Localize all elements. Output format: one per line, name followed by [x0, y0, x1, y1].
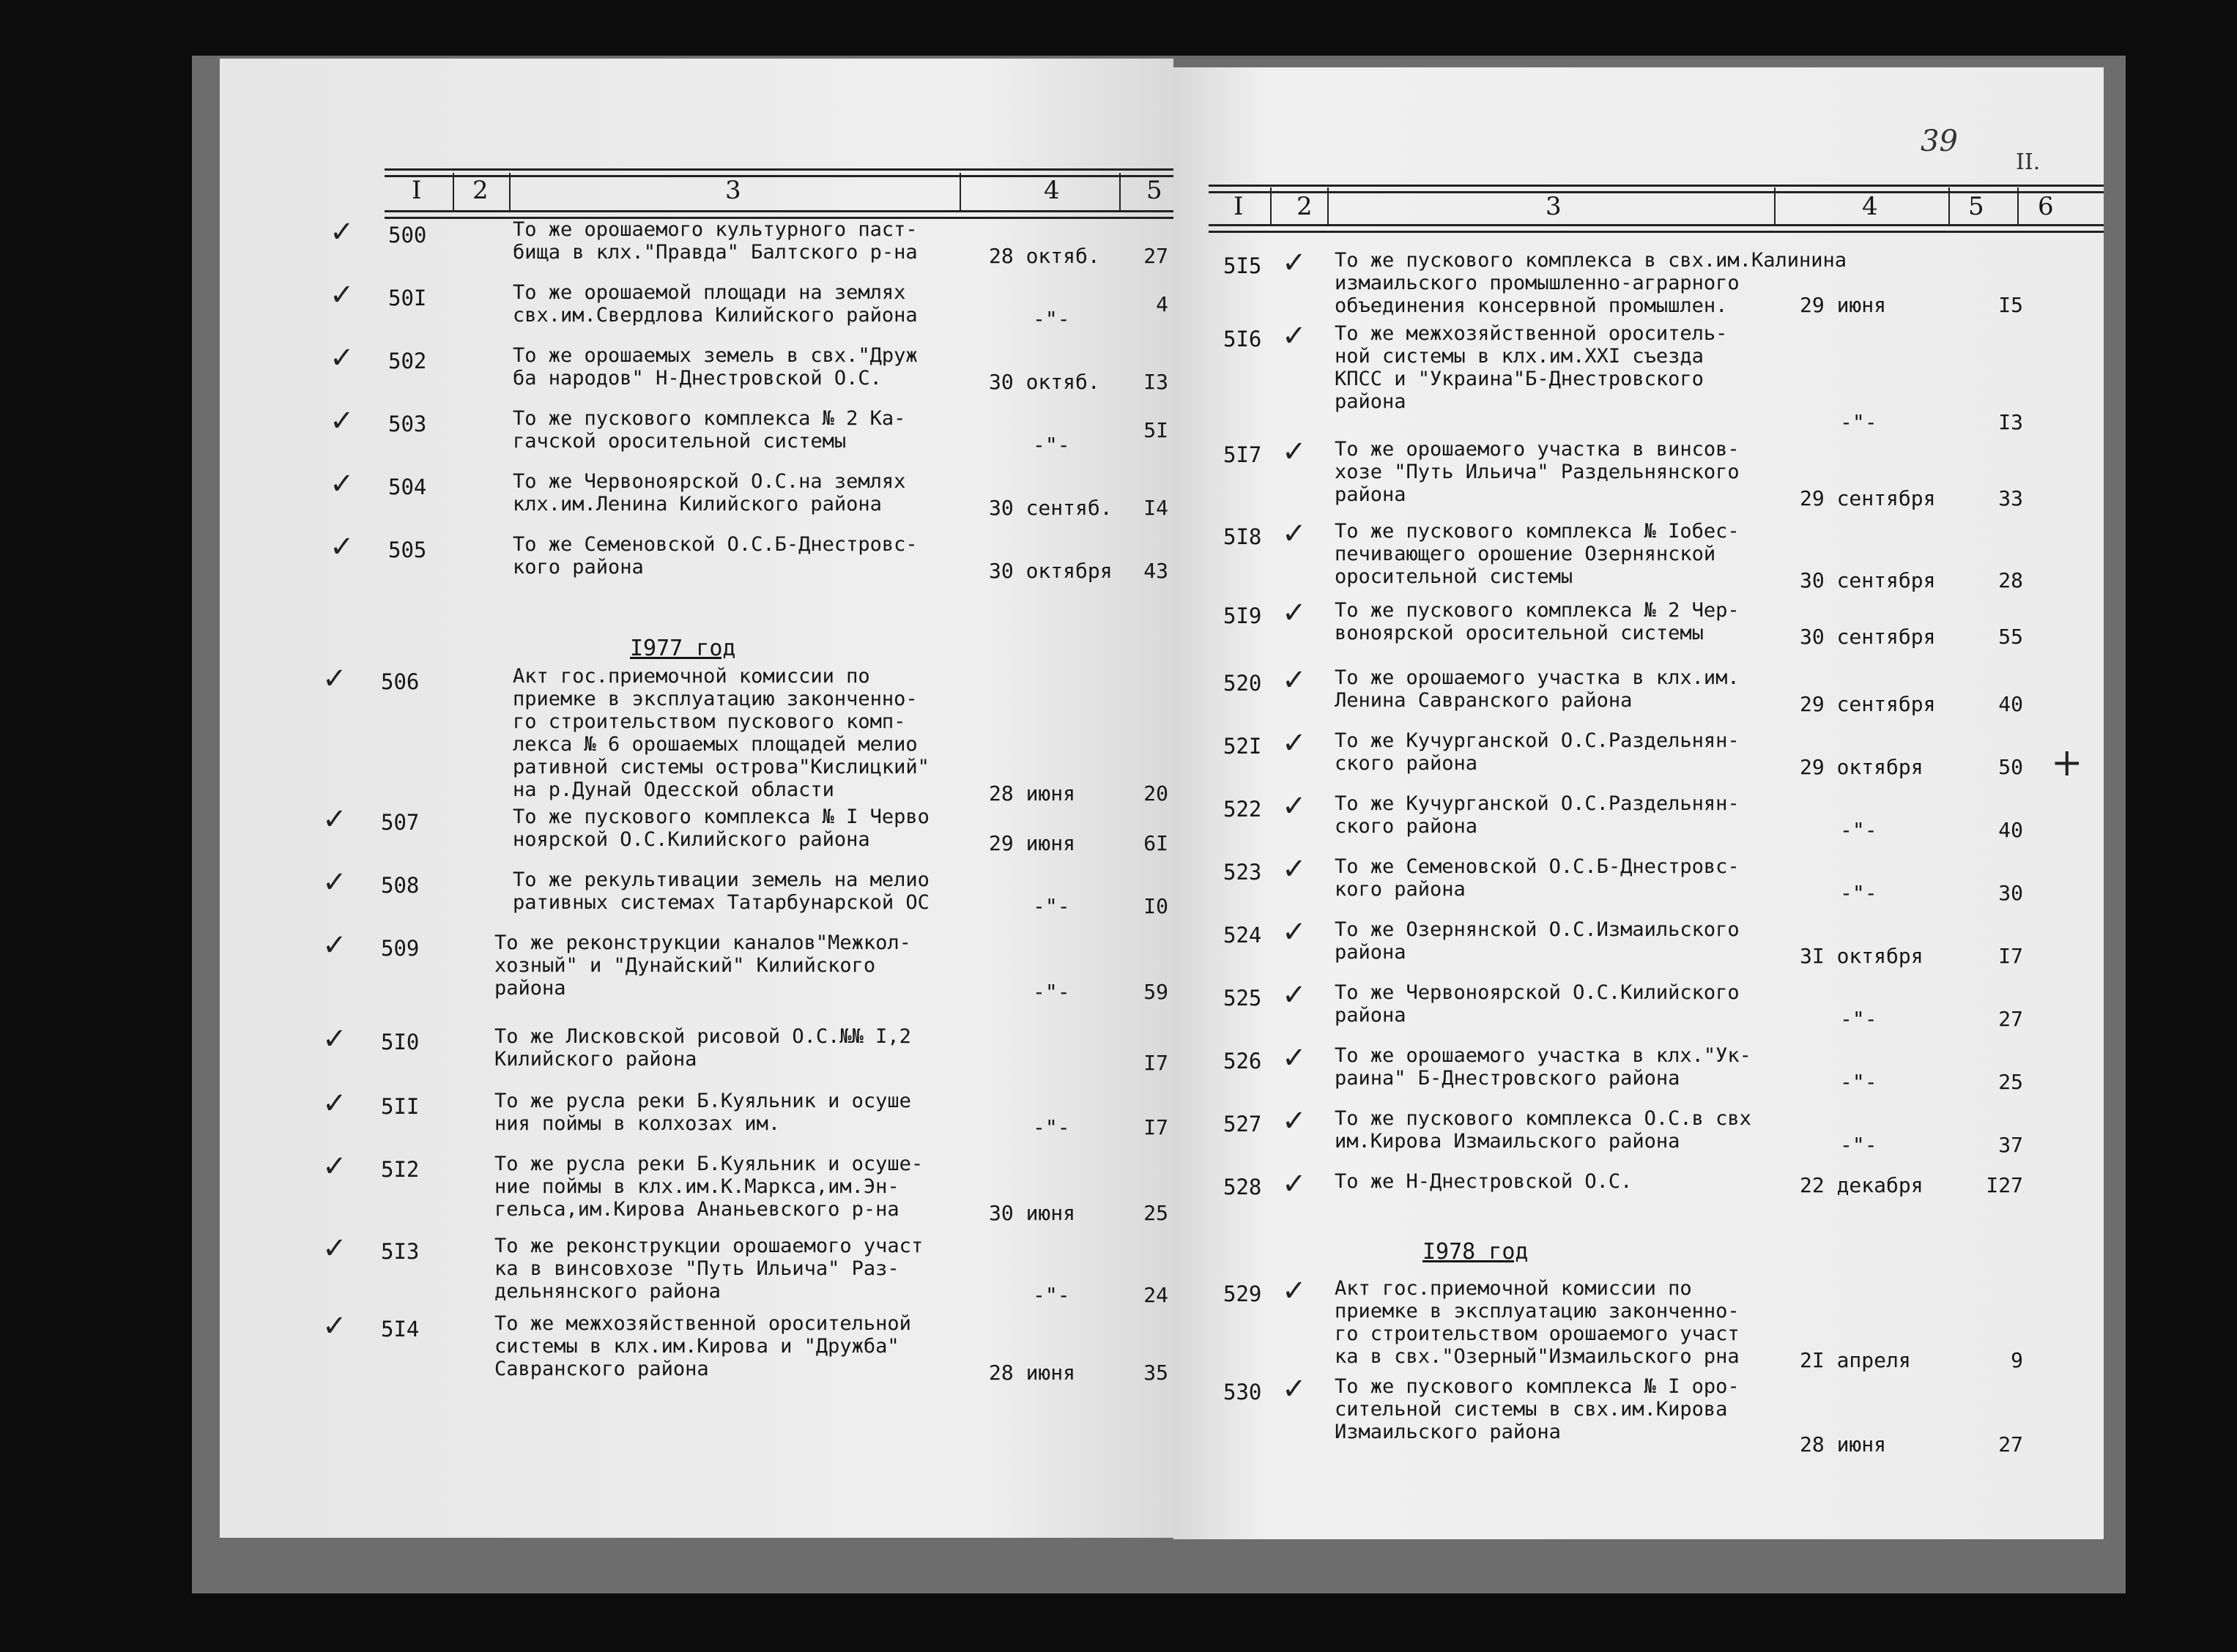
row-number: 504 — [388, 475, 427, 499]
row-description: То же орошаемого участка в клх."Ук- раина" Б-Днестровского района — [1335, 1044, 1751, 1090]
check-mark: ✓ — [330, 467, 355, 501]
row-description: То же Кучурганской О.С.Раздельнян- ского района — [1335, 792, 1740, 838]
row-date: 30 сентября — [1800, 625, 1936, 649]
row-number: 528 — [1223, 1175, 1262, 1199]
column-header: I — [412, 176, 422, 205]
column-header: 2 — [472, 176, 489, 205]
row-date: 29 сентября — [1800, 486, 1936, 510]
row-date: 2I апреля — [1800, 1348, 1911, 1372]
row-number: 523 — [1223, 860, 1262, 885]
right-page — [1173, 67, 2104, 1539]
column-divider — [453, 173, 454, 211]
row-description: То же пускового комплекса О.С.в свх им.Кирова Измаильского района — [1335, 1107, 1751, 1153]
row-date: -"- — [1840, 881, 1877, 905]
check-mark: ✓ — [330, 530, 355, 564]
row-number: 500 — [388, 223, 427, 248]
row-number: 530 — [1223, 1380, 1262, 1404]
row-date: 29 октября — [1800, 755, 1923, 779]
row-description: То же русла реки Б.Куяльник и осуше- ние поймы в клх.им.К.Маркса,им.Эн- гельса,им.Кирова Ананьевского р-на — [494, 1153, 924, 1221]
row-count: 25 — [1143, 1201, 1168, 1225]
row-count: 28 — [1998, 568, 2023, 592]
row-count: 6I — [1143, 831, 1168, 855]
column-divider — [2017, 187, 2019, 226]
column-divider — [509, 173, 511, 211]
row-count: 25 — [1998, 1070, 2023, 1094]
check-mark: ✓ — [1282, 596, 1307, 630]
column-divider — [1119, 173, 1121, 211]
row-date: -"- — [1840, 818, 1877, 842]
row-description: То же орошаемого участка в винсов- хозе "Путь Ильича" Раздельнянского района — [1335, 438, 1740, 506]
row-description: То же орошаемого участка в клх.им. Ленина Савранского района — [1335, 666, 1740, 712]
row-description: Акт гос.приемочной комиссии по приемке в эксплуатацию законченно- го строительством орошаемого участ ка в свх."Озерный"Измаильского рна — [1335, 1277, 1740, 1368]
row-description: То же орошаемого культурного паст- бища в клх."Правда" Балтского р-на — [513, 218, 918, 264]
row-description: То же межхозяйственной оросительной системы в клх.им.Кирова и "Дружба" Савранского района — [494, 1312, 911, 1380]
header-rule-bottom — [1209, 224, 2104, 233]
row-count: 43 — [1143, 559, 1168, 583]
column-header: 4 — [1862, 192, 1878, 221]
row-count: 30 — [1998, 881, 2023, 905]
row-number: 5I8 — [1223, 524, 1262, 549]
row-description: То же Кучурганской О.С.Раздельнян- ского района — [1335, 729, 1740, 775]
row-count: 24 — [1143, 1283, 1168, 1307]
row-description: То же пускового комплекса в свх.им.Калинина измаильского промышленно-аграрного объединения консервной промышлен. — [1335, 249, 1847, 317]
row-date: 30 октября — [989, 559, 1113, 583]
row-description: То же орошаемой площади на землях свх.им.Свердлова Килийского района — [513, 281, 918, 327]
check-mark: ✓ — [1282, 1041, 1307, 1075]
cross-mark: + — [2051, 741, 2083, 785]
check-mark: ✓ — [1282, 1167, 1307, 1201]
row-number: 5I0 — [381, 1030, 420, 1054]
row-count: I7 — [1998, 944, 2023, 968]
column-divider — [1327, 187, 1329, 226]
row-number: 52I — [1223, 734, 1262, 759]
left-page — [220, 59, 1173, 1538]
check-mark: ✓ — [1282, 319, 1307, 353]
row-number: 502 — [388, 349, 427, 373]
row-date: -"- — [1033, 894, 1070, 918]
check-mark: ✓ — [1282, 1372, 1307, 1406]
row-number: 527 — [1223, 1112, 1262, 1136]
column-header: 6 — [2038, 192, 2054, 221]
row-date: -"- — [1840, 1007, 1877, 1031]
row-description: То же Червоноярской О.С.Килийского района — [1335, 981, 1740, 1027]
row-count: I7 — [1143, 1051, 1168, 1075]
row-description: То же пускового комплекса № I Черво ноярской О.С.Килийского района — [513, 805, 930, 851]
row-number: 525 — [1223, 986, 1262, 1011]
check-mark: ✓ — [322, 1022, 347, 1056]
row-number: 5I6 — [1223, 327, 1262, 351]
row-count: 40 — [1998, 692, 2023, 716]
row-date: -"- — [1840, 410, 1877, 434]
row-date: 3I октября — [1800, 944, 1923, 968]
check-mark: ✓ — [1282, 1274, 1307, 1308]
row-count: 27 — [1998, 1432, 2023, 1456]
row-date: 29 сентября — [1800, 692, 1936, 716]
row-count: 20 — [1143, 781, 1168, 805]
row-count: I3 — [1143, 370, 1168, 394]
year-heading: I977 год — [630, 636, 736, 661]
row-number: 509 — [381, 936, 420, 961]
row-description: То же межхозяйственной ороситель- ной системы в клх.им.XXI съезда КПСС и "Украина"Б-Днестровского района — [1335, 322, 1728, 413]
row-number: 5I4 — [381, 1317, 420, 1342]
row-number: 526 — [1223, 1049, 1262, 1074]
row-number: 50I — [388, 286, 427, 310]
row-description: То же Червоноярской О.С.на землях клх.им.Ленина Килийского района — [513, 470, 906, 516]
row-date: 28 октяб. — [989, 244, 1100, 268]
check-mark: ✓ — [330, 278, 355, 312]
row-count: 27 — [1998, 1007, 2023, 1031]
column-divider — [960, 173, 961, 211]
row-number: 503 — [388, 412, 427, 436]
column-header: 3 — [1546, 192, 1562, 221]
row-description: То же Семеновской О.С.Б-Днестровс- кого района — [513, 533, 918, 578]
check-mark: ✓ — [322, 866, 347, 899]
check-mark: ✓ — [1282, 435, 1307, 469]
row-count: 33 — [1998, 486, 2023, 510]
check-mark: ✓ — [1282, 517, 1307, 551]
row-description: То же рекультивации земель на мелио ративных системах Татарбунарской ОС — [513, 868, 930, 914]
check-mark: ✓ — [322, 1087, 347, 1120]
check-mark: ✓ — [322, 662, 347, 696]
row-number: 529 — [1223, 1281, 1262, 1306]
row-number: 5II — [381, 1094, 420, 1119]
check-mark: ✓ — [322, 1232, 347, 1265]
check-mark: ✓ — [1282, 915, 1307, 949]
row-count: I27 — [1986, 1173, 2023, 1197]
row-description: То же реконструкции орошаемого участ ка в винсовхозе "Путь Ильича" Раз- дельнянского района — [494, 1235, 924, 1303]
column-divider — [1270, 187, 1272, 226]
column-header: 5 — [1968, 192, 1984, 221]
check-mark: ✓ — [1282, 852, 1307, 886]
row-description: То же пускового комплекса № Iобес- печивающего орошение Озернянской оросительной системы — [1335, 520, 1740, 588]
row-count: 9 — [2011, 1348, 2023, 1372]
column-header: I — [1233, 192, 1244, 221]
column-header: 2 — [1296, 192, 1313, 221]
row-date: 30 сентября — [1800, 568, 1936, 592]
row-number: 507 — [381, 810, 420, 835]
row-number: 5I2 — [381, 1157, 420, 1182]
row-count: 55 — [1998, 625, 2023, 649]
check-mark: ✓ — [322, 803, 347, 836]
check-mark: ✓ — [1282, 663, 1307, 697]
check-mark: ✓ — [330, 341, 355, 375]
check-mark: ✓ — [1282, 246, 1307, 280]
column-divider — [1774, 187, 1776, 226]
column-header: 3 — [725, 176, 741, 205]
row-number: 524 — [1223, 923, 1262, 948]
row-count: I3 — [1998, 410, 2023, 434]
row-number: 506 — [381, 669, 420, 694]
row-count: I4 — [1143, 496, 1168, 520]
check-mark: ✓ — [322, 929, 347, 962]
row-number: 5I3 — [381, 1239, 420, 1264]
row-count: 35 — [1143, 1361, 1168, 1385]
row-date: 30 октяб. — [989, 370, 1100, 394]
row-count: I7 — [1143, 1115, 1168, 1139]
row-date: 29 июня — [989, 831, 1076, 855]
row-description: То же Лисковской рисовой О.С.№№ I,2 Килийского района — [494, 1025, 911, 1071]
row-description: То же пускового комплекса № I оро- сительной системы в свх.им.Кирова Измаильского района — [1335, 1375, 1740, 1443]
row-description: То же Озернянской О.С.Измаильского района — [1335, 918, 1740, 964]
row-description: То же пускового комплекса № 2 Чер- воноярской оросительной системы — [1335, 599, 1740, 644]
row-number: 5I5 — [1223, 253, 1262, 278]
check-mark: ✓ — [330, 215, 355, 249]
row-date: -"- — [1033, 980, 1070, 1004]
row-date: -"- — [1033, 433, 1070, 457]
row-count: 59 — [1143, 980, 1168, 1004]
row-description: То же Семеновской О.С.Б-Днестровс- кого района — [1335, 855, 1740, 901]
row-description: То же русла реки Б.Куяльник и осуше ния поймы в колхозах им. — [494, 1090, 911, 1135]
row-number: 5I7 — [1223, 442, 1262, 467]
row-date: 30 июня — [989, 1201, 1076, 1225]
column-header: 5 — [1146, 176, 1162, 205]
row-date: -"- — [1033, 1115, 1070, 1139]
row-count: I0 — [1143, 894, 1168, 918]
check-mark: ✓ — [1282, 978, 1307, 1012]
row-date: -"- — [1033, 1283, 1070, 1307]
check-mark: ✓ — [1282, 726, 1307, 760]
row-number: 508 — [381, 873, 420, 898]
row-date: -"- — [1840, 1133, 1877, 1157]
row-description: То же Н-Днестровской О.С. — [1335, 1170, 1633, 1193]
row-count: 4 — [1156, 292, 1168, 316]
check-mark: ✓ — [1282, 789, 1307, 823]
check-mark: ✓ — [322, 1150, 347, 1183]
row-count: 27 — [1143, 244, 1168, 268]
row-number: 522 — [1223, 797, 1262, 822]
row-date: 28 июня — [989, 781, 1076, 805]
row-count: 50 — [1998, 755, 2023, 779]
row-date: -"- — [1840, 1070, 1877, 1094]
row-date: -"- — [1033, 307, 1070, 331]
row-number: 520 — [1223, 671, 1262, 696]
page-number: 39 — [1921, 124, 1958, 158]
row-description: Акт гос.приемочной комиссии по приемке в эксплуатацию законченно- го строительством пускового комп- лекса № 6 орошаемых площадей мелио ративной системы острова"Кислицкий" на р.Дунай Одесской области — [513, 665, 930, 801]
row-date: 30 сентяб. — [989, 496, 1113, 520]
row-count: 37 — [1998, 1133, 2023, 1157]
year-heading: I978 год — [1422, 1239, 1529, 1265]
row-date: 29 июня — [1800, 293, 1887, 317]
row-description: То же реконструкции каналов"Межкол- хозный" и "Дунайский" Килийского района — [494, 931, 911, 1000]
column-divider — [1948, 187, 1950, 226]
row-count: 5I — [1143, 418, 1168, 442]
column-header: 4 — [1044, 176, 1060, 205]
row-number: 505 — [388, 537, 427, 562]
check-mark: ✓ — [1282, 1104, 1307, 1138]
check-mark: ✓ — [330, 404, 355, 438]
row-count: 40 — [1998, 818, 2023, 842]
row-description: То же пускового комплекса № 2 Ка- гачской оросительной системы — [513, 407, 906, 453]
row-count: I5 — [1998, 293, 2023, 317]
row-date: 22 декабря — [1800, 1173, 1923, 1197]
row-date: 28 июня — [1800, 1432, 1887, 1456]
row-date: 28 июня — [989, 1361, 1076, 1385]
row-number: 5I9 — [1223, 603, 1262, 628]
check-mark: ✓ — [322, 1309, 347, 1343]
row-description: То же орошаемых земель в свх."Друж ба народов" Н-Днестровской О.С. — [513, 344, 918, 390]
sheet-label: II. — [2016, 149, 2041, 175]
